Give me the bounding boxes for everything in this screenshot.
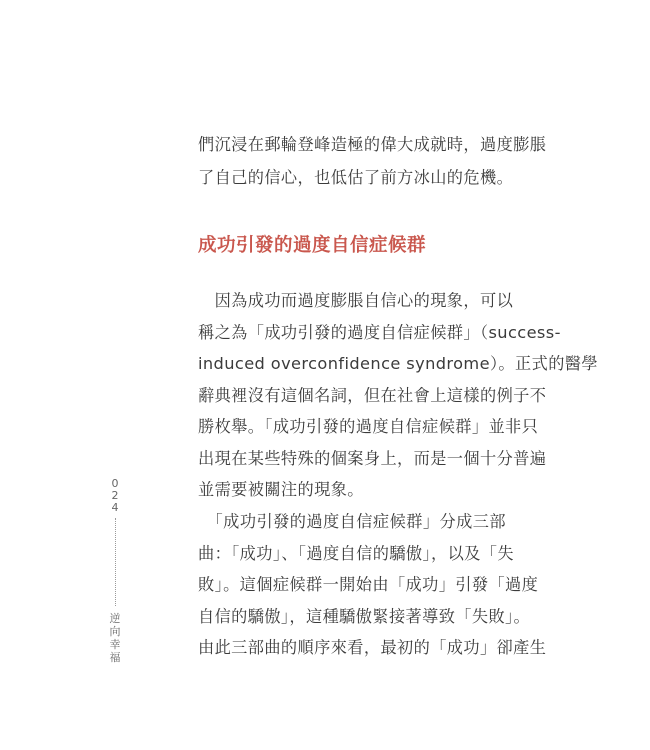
text-line: 敗」。這個症候群一開始由「成功」引發「過度 (198, 575, 539, 594)
text-line: induced overconfidence syndrome）。正式的醫學 (198, 354, 598, 373)
running-title (110, 612, 121, 664)
text-line: 「成功引發的過度自信症候群」分成三部 (198, 512, 506, 531)
text-line: 因為成功而過度膨脹自信心的現象，可以 (198, 291, 514, 310)
running-title-char: 向 (109, 625, 121, 638)
dotted-divider (115, 518, 116, 606)
page-number-digit: 2 (111, 489, 119, 502)
section-heading: 成功引發的過度自信症候群 (198, 235, 427, 256)
text-line: 自信的驕傲」，這種驕傲緊接著導致「失敗」。 (198, 606, 531, 626)
running-title-char: 逆 (109, 612, 121, 625)
running-title-char: 幸 (109, 638, 121, 651)
page-number-digit: 0 (111, 477, 119, 490)
text-line: 稱之為「成功引發的過度自信症候群」（success- (198, 322, 561, 342)
text-line: 並需要被關注的現象。 (198, 480, 364, 499)
page-number (112, 478, 119, 514)
text-line: 了自己的信心，也低估了前方冰山的危機。 (198, 168, 514, 187)
text-line: 由此三部曲的順序來看，最初的「成功」卻產生 (198, 638, 547, 657)
running-title-char: 福 (109, 651, 121, 664)
page-number-digit: 4 (111, 501, 119, 514)
page-margin-info (108, 478, 122, 664)
text-line: 們沉浸在郵輪登峰造極的偉大成就時，過度膨脹 (198, 135, 547, 154)
text-line: 勝枚舉。「成功引發的過度自信症候群」並非只 (198, 417, 539, 436)
text-line: 曲：「成功」、「過度自信的驕傲」，以及「失 (198, 543, 514, 563)
text-line: 出現在某些特殊的個案身上，而是一個十分普遍 (198, 448, 547, 468)
text-line: 辭典裡沒有這個名詞，但在社會上這樣的例子不 (198, 385, 547, 405)
